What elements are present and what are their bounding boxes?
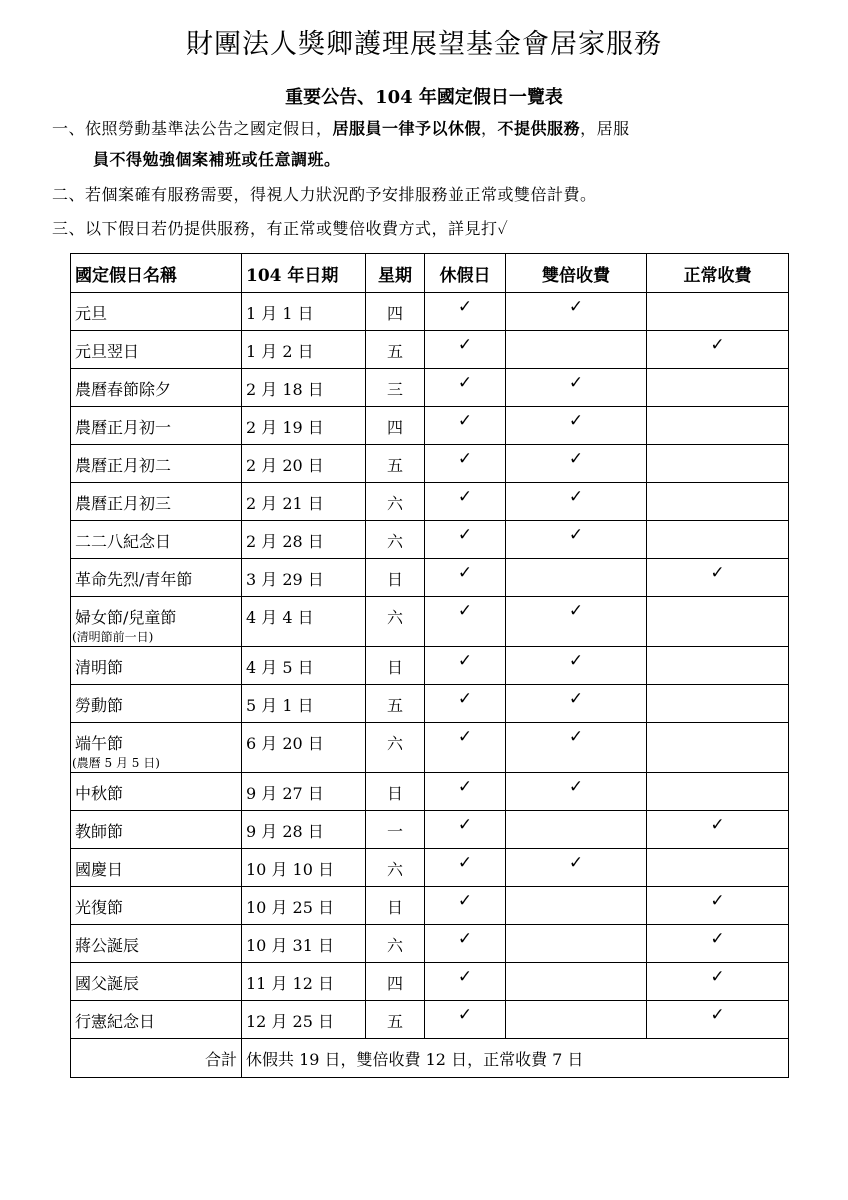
notice-3: 三、以下假日若仍提供服務，有正常或雙倍收費方式，詳見打✓ bbox=[52, 219, 509, 238]
holiday-date: 12 月 25 日 bbox=[242, 1001, 366, 1039]
total-label: 合計 bbox=[71, 1039, 242, 1078]
day-off-check: ✓ bbox=[425, 559, 506, 597]
holiday-name-cell bbox=[71, 963, 242, 1001]
day-off-check: ✓ bbox=[425, 849, 506, 887]
day-off-check: ✓ bbox=[425, 925, 506, 963]
table-row bbox=[71, 887, 789, 925]
holiday-date: 9 月 27 日 bbox=[242, 773, 366, 811]
day-off-check: ✓ bbox=[425, 369, 506, 407]
double-fee-check: ✓ bbox=[506, 597, 647, 647]
holiday-date: 5 月 1 日 bbox=[242, 685, 366, 723]
normal-fee-check: ✓ bbox=[647, 1001, 789, 1039]
day-off-check: ✓ bbox=[425, 597, 506, 647]
normal-fee-check bbox=[647, 369, 789, 407]
notice-1-prefix: 一、依照勞動基準法公告之國定假日， bbox=[52, 119, 333, 138]
holiday-date: 10 月 25 日 bbox=[242, 887, 366, 925]
normal-fee-check bbox=[647, 773, 789, 811]
holiday-date: 2 月 18 日 bbox=[242, 369, 366, 407]
holiday-weekday: 六 bbox=[366, 597, 425, 647]
holiday-weekday: 四 bbox=[366, 407, 425, 445]
day-off-check: ✓ bbox=[425, 723, 506, 773]
holiday-name-cell bbox=[71, 331, 242, 369]
holiday-name: 光復節 bbox=[75, 898, 124, 917]
day-off-check: ✓ bbox=[425, 445, 506, 483]
holiday-date: 9 月 28 日 bbox=[242, 811, 366, 849]
notice-1-bold2: 不提供服務 bbox=[497, 119, 581, 138]
double-fee-check bbox=[506, 925, 647, 963]
holiday-name: 農曆春節除夕 bbox=[75, 380, 172, 399]
day-off-check: ✓ bbox=[425, 293, 506, 331]
table-row bbox=[71, 773, 789, 811]
header-day-off: 休假日 bbox=[425, 254, 506, 293]
holiday-name-cell bbox=[71, 369, 242, 407]
holiday-name: 二二八紀念日 bbox=[75, 532, 172, 551]
holiday-name: 農曆正月初一 bbox=[75, 418, 172, 437]
normal-fee-check: ✓ bbox=[647, 559, 789, 597]
double-fee-check: ✓ bbox=[506, 445, 647, 483]
holiday-weekday: 五 bbox=[366, 685, 425, 723]
double-fee-check: ✓ bbox=[506, 773, 647, 811]
holiday-weekday: 日 bbox=[366, 773, 425, 811]
normal-fee-check bbox=[647, 685, 789, 723]
document-subtitle: 重要公告、104 年國定假日一覽表 bbox=[285, 87, 563, 108]
double-fee-check: ✓ bbox=[506, 647, 647, 685]
holiday-name-cell bbox=[71, 887, 242, 925]
holiday-weekday: 六 bbox=[366, 483, 425, 521]
normal-fee-check bbox=[647, 647, 789, 685]
holiday-name-cell bbox=[71, 597, 242, 647]
normal-fee-check bbox=[647, 849, 789, 887]
holiday-note: (清明節前一日) bbox=[72, 630, 154, 644]
table-total-row bbox=[71, 1039, 789, 1078]
notice-2: 二、若個案確有服務需要，得視人力狀況酌予安排服務並正常或雙倍計費。 bbox=[52, 185, 597, 204]
holiday-name: 端午節 bbox=[75, 734, 124, 753]
double-fee-check: ✓ bbox=[506, 723, 647, 773]
holiday-date: 6 月 20 日 bbox=[242, 723, 366, 773]
header-double-fee: 雙倍收費 bbox=[506, 254, 647, 293]
table-row bbox=[71, 647, 789, 685]
holiday-name: 教師節 bbox=[75, 822, 124, 841]
holiday-name-cell bbox=[71, 723, 242, 773]
table-row bbox=[71, 293, 789, 331]
table-row bbox=[71, 407, 789, 445]
table-row bbox=[71, 849, 789, 887]
holiday-name-cell bbox=[71, 445, 242, 483]
holiday-weekday: 六 bbox=[366, 723, 425, 773]
holiday-weekday: 四 bbox=[366, 963, 425, 1001]
holiday-name-cell bbox=[71, 293, 242, 331]
double-fee-check: ✓ bbox=[506, 483, 647, 521]
table-row bbox=[71, 521, 789, 559]
holiday-date: 4 月 5 日 bbox=[242, 647, 366, 685]
double-fee-check: ✓ bbox=[506, 521, 647, 559]
double-fee-check bbox=[506, 331, 647, 369]
table-row bbox=[71, 331, 789, 369]
day-off-check: ✓ bbox=[425, 685, 506, 723]
holiday-date: 11 月 12 日 bbox=[242, 963, 366, 1001]
day-off-check: ✓ bbox=[425, 887, 506, 925]
header-weekday: 星期 bbox=[366, 254, 425, 293]
holiday-weekday: 五 bbox=[366, 445, 425, 483]
holiday-name-cell bbox=[71, 559, 242, 597]
holiday-table bbox=[70, 253, 789, 1078]
holiday-date: 3 月 29 日 bbox=[242, 559, 366, 597]
header-holiday-name: 國定假日名稱 bbox=[71, 254, 242, 293]
holiday-weekday: 一 bbox=[366, 811, 425, 849]
normal-fee-check bbox=[647, 597, 789, 647]
total-summary: 休假共 19 日，雙倍收費 12 日，正常收費 7 日 bbox=[242, 1039, 789, 1078]
normal-fee-check: ✓ bbox=[647, 887, 789, 925]
document-title: 財團法人獎卿護理展望基金會居家服務 bbox=[186, 29, 662, 60]
normal-fee-check bbox=[647, 723, 789, 773]
double-fee-check: ✓ bbox=[506, 293, 647, 331]
holiday-date: 4 月 4 日 bbox=[242, 597, 366, 647]
normal-fee-check: ✓ bbox=[647, 811, 789, 849]
holiday-date: 10 月 31 日 bbox=[242, 925, 366, 963]
holiday-weekday: 三 bbox=[366, 369, 425, 407]
table-row bbox=[71, 723, 789, 773]
holiday-weekday: 日 bbox=[366, 647, 425, 685]
holiday-weekday: 六 bbox=[366, 521, 425, 559]
holiday-name-cell bbox=[71, 483, 242, 521]
double-fee-check bbox=[506, 559, 647, 597]
notice-1-mid: ， bbox=[481, 119, 498, 138]
holiday-name: 中秋節 bbox=[75, 784, 124, 803]
holiday-name-cell bbox=[71, 647, 242, 685]
holiday-date: 2 月 21 日 bbox=[242, 483, 366, 521]
day-off-check: ✓ bbox=[425, 963, 506, 1001]
double-fee-check: ✓ bbox=[506, 369, 647, 407]
normal-fee-check: ✓ bbox=[647, 925, 789, 963]
double-fee-check bbox=[506, 887, 647, 925]
holiday-name-cell bbox=[71, 407, 242, 445]
holiday-name: 元旦 bbox=[75, 304, 108, 323]
holiday-weekday: 四 bbox=[366, 293, 425, 331]
day-off-check: ✓ bbox=[425, 647, 506, 685]
notice-1-line2: 員不得勉強個案補班或任意調班。 bbox=[93, 150, 341, 169]
table-row bbox=[71, 963, 789, 1001]
holiday-weekday: 六 bbox=[366, 925, 425, 963]
holiday-name: 農曆正月初三 bbox=[75, 494, 172, 513]
holiday-weekday: 五 bbox=[366, 1001, 425, 1039]
day-off-check: ✓ bbox=[425, 811, 506, 849]
double-fee-check bbox=[506, 963, 647, 1001]
holiday-name-cell bbox=[71, 1001, 242, 1039]
holiday-name-cell bbox=[71, 521, 242, 559]
holiday-name-cell bbox=[71, 849, 242, 887]
normal-fee-check bbox=[647, 521, 789, 559]
holiday-name-cell bbox=[71, 685, 242, 723]
holiday-weekday: 五 bbox=[366, 331, 425, 369]
day-off-check: ✓ bbox=[425, 483, 506, 521]
day-off-check: ✓ bbox=[425, 407, 506, 445]
holiday-weekday: 日 bbox=[366, 559, 425, 597]
double-fee-check: ✓ bbox=[506, 849, 647, 887]
holiday-name: 元旦翌日 bbox=[75, 342, 140, 361]
holiday-date: 2 月 28 日 bbox=[242, 521, 366, 559]
header-date: 104 年日期 bbox=[242, 254, 366, 293]
day-off-check: ✓ bbox=[425, 521, 506, 559]
double-fee-check bbox=[506, 811, 647, 849]
table-row bbox=[71, 811, 789, 849]
holiday-name-cell bbox=[71, 925, 242, 963]
table-row bbox=[71, 369, 789, 407]
header-normal-fee: 正常收費 bbox=[647, 254, 789, 293]
holiday-name: 蔣公誕辰 bbox=[75, 936, 140, 955]
holiday-name: 農曆正月初二 bbox=[75, 456, 172, 475]
holiday-name-cell bbox=[71, 773, 242, 811]
holiday-name: 國父誕辰 bbox=[75, 974, 140, 993]
table-row bbox=[71, 685, 789, 723]
normal-fee-check bbox=[647, 407, 789, 445]
holiday-name-cell bbox=[71, 811, 242, 849]
notice-1-end: ，居服 bbox=[580, 119, 630, 138]
normal-fee-check: ✓ bbox=[647, 331, 789, 369]
normal-fee-check bbox=[647, 445, 789, 483]
holiday-date: 2 月 19 日 bbox=[242, 407, 366, 445]
table-header-row bbox=[71, 254, 789, 293]
holiday-date: 1 月 2 日 bbox=[242, 331, 366, 369]
table-row bbox=[71, 559, 789, 597]
holiday-name: 行憲紀念日 bbox=[75, 1012, 156, 1031]
day-off-check: ✓ bbox=[425, 773, 506, 811]
table-row bbox=[71, 1001, 789, 1039]
holiday-name: 勞動節 bbox=[75, 696, 124, 715]
holiday-name: 婦女節/兒童節 bbox=[75, 608, 177, 627]
double-fee-check: ✓ bbox=[506, 407, 647, 445]
normal-fee-check bbox=[647, 293, 789, 331]
normal-fee-check bbox=[647, 483, 789, 521]
holiday-name: 國慶日 bbox=[75, 860, 124, 879]
holiday-weekday: 六 bbox=[366, 849, 425, 887]
holiday-name: 清明節 bbox=[75, 658, 124, 677]
holiday-date: 10 月 10 日 bbox=[242, 849, 366, 887]
notice-1 bbox=[52, 117, 812, 141]
day-off-check: ✓ bbox=[425, 331, 506, 369]
double-fee-check bbox=[506, 1001, 647, 1039]
table-row bbox=[71, 597, 789, 647]
day-off-check: ✓ bbox=[425, 1001, 506, 1039]
table-row bbox=[71, 483, 789, 521]
table-row bbox=[71, 925, 789, 963]
notice-1-bold: 居服員一律予以休假 bbox=[332, 119, 482, 138]
holiday-name: 革命先烈/青年節 bbox=[75, 570, 193, 589]
normal-fee-check: ✓ bbox=[647, 963, 789, 1001]
holiday-weekday: 日 bbox=[366, 887, 425, 925]
double-fee-check: ✓ bbox=[506, 685, 647, 723]
holiday-note: (農曆 5 月 5 日) bbox=[72, 756, 160, 770]
holiday-date: 2 月 20 日 bbox=[242, 445, 366, 483]
table-row bbox=[71, 445, 789, 483]
holiday-date: 1 月 1 日 bbox=[242, 293, 366, 331]
